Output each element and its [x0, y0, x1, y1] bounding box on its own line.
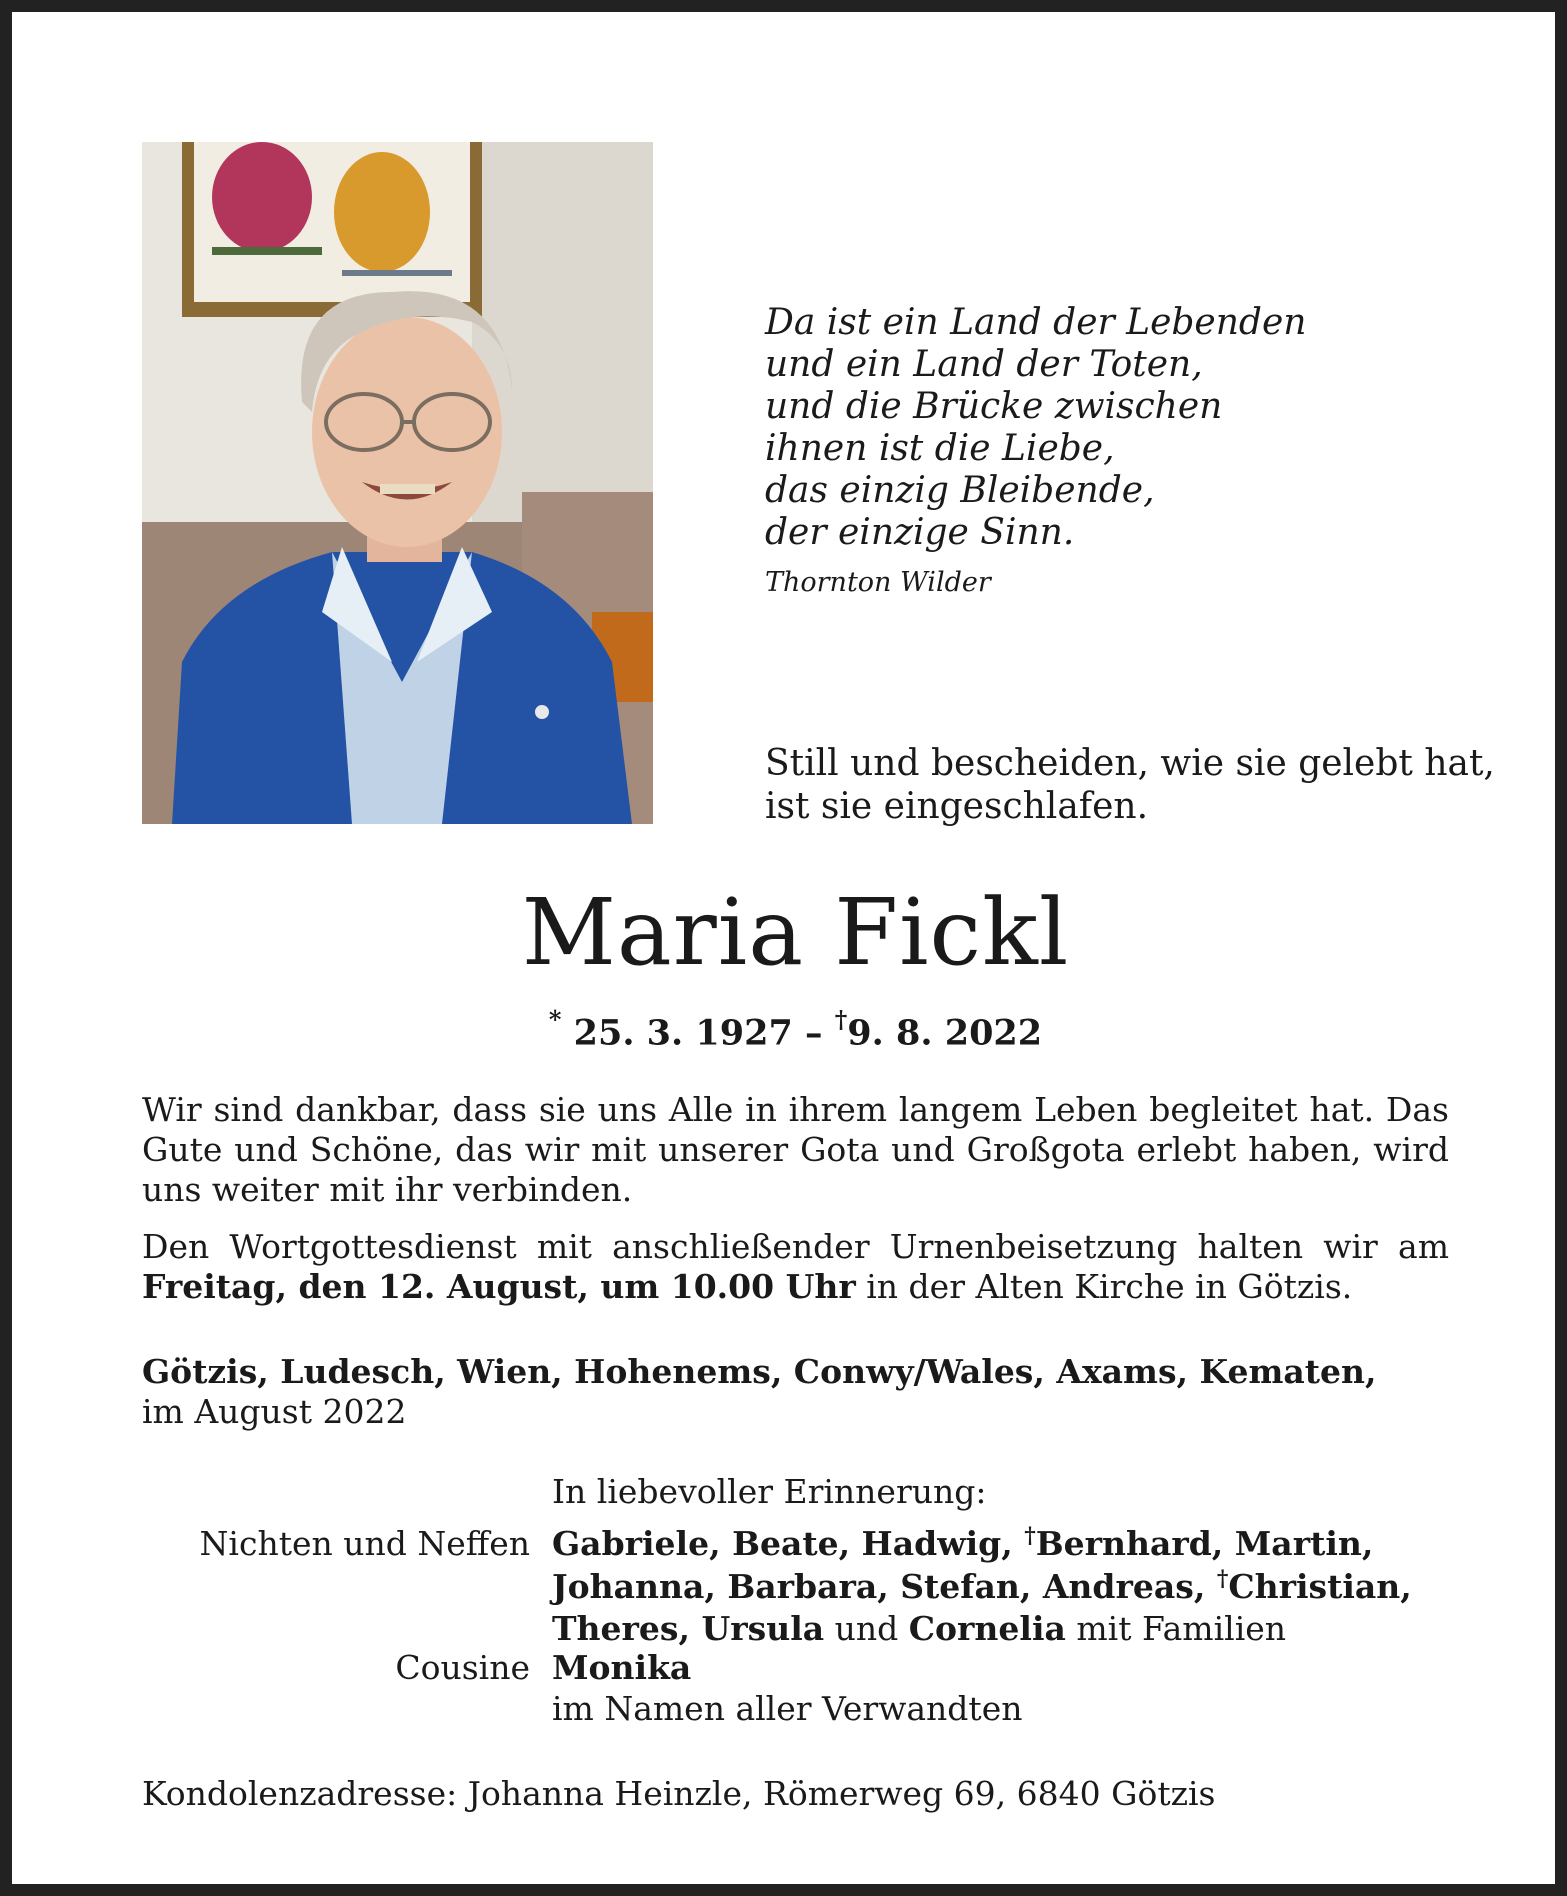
- service-date: Freitag, den 12. August, um 10.00 Uhr: [142, 1267, 856, 1306]
- condolence-address: Kondolenzadresse: Johanna Heinzle, Römerweg 69, 6840 Götzis: [142, 1774, 1216, 1813]
- nieces-names: Theres, Ursula und Cornelia mit Familien: [552, 1609, 1287, 1648]
- date-dash: –: [805, 1012, 823, 1054]
- places-block: [142, 1352, 1462, 1432]
- nieces-names: Johanna, Barbara, Stefan, Andreas, †Christian,: [552, 1566, 1412, 1606]
- epigraph-line-1: Still und bescheiden, wie sie gelebt hat,: [765, 743, 1495, 784]
- epigraph-line-2: ist sie eingeschlafen.: [765, 786, 1149, 827]
- poem-line: der einzige Sinn.: [765, 512, 1075, 553]
- nieces-label: Nichten und Neffen: [199, 1524, 530, 1563]
- portrait-photo: [142, 142, 653, 824]
- relatives-text: im Namen aller Verwandten: [552, 1689, 1023, 1728]
- birth-date: 25. 3. 1927: [573, 1012, 793, 1054]
- towns-list: Götzis, Ludesch, Wien, Hohenems, Conwy/Wales, Axams, Kematen,: [142, 1352, 1377, 1391]
- cousin-name: Monika: [552, 1648, 692, 1687]
- poem-author: Thornton Wilder: [765, 567, 991, 598]
- service-paragraph: [142, 1227, 1449, 1307]
- deceased-name: Maria Fickl: [521, 879, 1070, 986]
- birth-symbol: *: [548, 1005, 562, 1034]
- poem-line: das einzig Bleibende,: [765, 470, 1155, 511]
- cross-icon: †: [1216, 1566, 1229, 1592]
- epigraph: [765, 742, 1495, 828]
- memory-intro: In liebevoller Erinnerung:: [552, 1472, 987, 1511]
- poem-line: Da ist ein Land der Lebenden: [765, 302, 1307, 343]
- nieces-names: Gabriele, Beate, Hadwig, †Bernhard, Martin,: [552, 1523, 1374, 1563]
- service-location: in der Alten Kirche in Götzis.: [866, 1267, 1353, 1306]
- service-lead: Den Wortgottesdienst mit anschließender Urnenbeisetzung halten wir am: [142, 1227, 1449, 1266]
- poem-line: und ein Land der Toten,: [765, 344, 1203, 385]
- death-symbol: †: [834, 1005, 848, 1034]
- life-dates: [12, 1002, 1567, 1056]
- cousin-label: Cousine: [395, 1648, 530, 1687]
- gratitude-paragraph: Wir sind dankbar, dass sie uns Alle in ihrem langem Leben begleitet hat. Das Gute und Schöne, das wir mit unserer Gota und Großgota erlebt haben, wird uns weiter mit ihr verbinden.: [142, 1090, 1449, 1209]
- poem-quote: [765, 302, 1306, 600]
- cross-icon: †: [1024, 1523, 1036, 1549]
- poem-line: ihnen ist die Liebe,: [765, 428, 1115, 469]
- poem-line: und die Brücke zwischen: [765, 386, 1223, 427]
- death-date: 9. 8. 2022: [847, 1012, 1043, 1054]
- places-date: im August 2022: [142, 1392, 407, 1431]
